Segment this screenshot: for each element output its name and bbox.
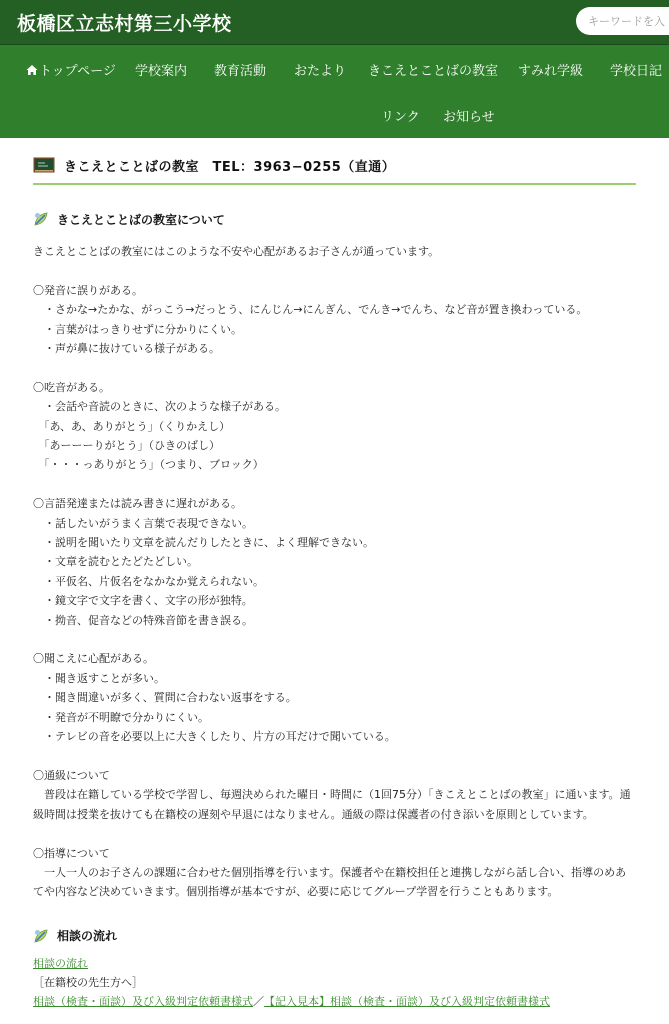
body-line: きこえとことばの教室にはこのような不安や心配があるお子さんが通っています。 <box>33 245 440 258</box>
nav-item-label: トップページ <box>39 64 116 79</box>
main-content <box>0 149 669 1011</box>
search-input[interactable] <box>576 7 669 35</box>
nav-item-links[interactable]: リンク <box>381 110 420 125</box>
body-line: ・聞き返すことが多い。 <box>33 671 165 685</box>
teacher-note: ［在籍校の先生方へ］ <box>33 975 143 989</box>
body-line: 〇指導について <box>33 846 110 860</box>
nav-item-speech-class[interactable]: きこえとことばの教室 <box>368 64 499 79</box>
body-paragraph: 普段は在籍している学校で学習し、毎週決められた曜日・時間に（1回75分）「きこえとことばの教室」に通います。通級時間は授業を抜けても在籍校の遅刻や早退にはなりません。通級の際は保護者の付き添いを原則としています。 <box>33 788 631 821</box>
body-line: ・発音が不明瞭で分かりにくい。 <box>33 710 209 724</box>
body-line: 〇言語発達または読み書きに遅れがある。 <box>33 497 242 511</box>
body-line <box>33 630 636 649</box>
body-line: 「あ、あ、ありがとう」（くりかえし） <box>33 419 231 433</box>
nav-item-sumire[interactable]: すみれ学級 <box>518 64 584 79</box>
section-heading-flow <box>33 926 636 946</box>
nav-item-newsletter[interactable]: おたより <box>294 64 347 79</box>
body-line: ・言葉がはっきりせずに分かりにくい。 <box>33 322 242 336</box>
section-title: 相談の流れ <box>57 929 118 944</box>
body-line: ・説明を聞いたり文章を読んだりしたときに、よく理解できない。 <box>33 536 374 550</box>
nav-item-about[interactable]: 学校案内 <box>135 64 188 79</box>
body-line <box>33 747 636 766</box>
body-line: ・鏡文字で文字を書く、文字の形が独特。 <box>33 594 253 608</box>
body-line: ・平仮名、片仮名をなかなか覚えられない。 <box>33 574 264 588</box>
body-line: 〇吃音がある。 <box>33 380 110 394</box>
body-line: 「・・・っありがとう」（つまり、ブロック） <box>33 458 264 472</box>
body-line: ・さかな→たかな、がっこう→だっとう、にんじん→にんぎん、でんき→でんち、など音が置き換わっている。 <box>33 303 588 317</box>
section-body <box>33 242 636 902</box>
page-heading <box>33 149 636 185</box>
body-line: ・拗音、促音などの特殊音節を書き誤る。 <box>33 613 253 627</box>
main-nav <box>0 45 669 138</box>
nav-item-education[interactable]: 教育活動 <box>214 64 267 79</box>
nav-item-diary[interactable]: 学校日記 <box>610 64 663 79</box>
body-line: ・文章を読むとたどたどしい。 <box>33 555 198 569</box>
body-line: ・声が鼻に抜けている様子がある。 <box>33 342 220 356</box>
link-separator: ／ <box>253 994 264 1008</box>
body-line: ・聞き間違いが多く、質問に合わない返事をする。 <box>33 691 297 705</box>
nav-item-news[interactable]: お知らせ <box>443 110 495 125</box>
body-line: ・話したいがうまく言葉で表現できない。 <box>33 516 253 530</box>
body-line: 〇発音に誤りがある。 <box>33 283 143 297</box>
body-line: 「あーーーりがとう」（ひきのばし） <box>33 439 220 453</box>
site-title[interactable]: 板橋区立志村第三小学校 <box>17 13 232 35</box>
body-line: ・会話や音読のときに、次のような様子がある。 <box>33 400 286 414</box>
body-paragraph: 一人一人のお子さんの課題に合わせた個別指導を行います。保護者や在籍校担任と連携しながら話し合い、指導のめあてや内容など決めていきます。個別指導が基本ですが、必要に応じてグループ学習を行うこともあります。 <box>33 865 627 899</box>
consult-links <box>33 954 636 1011</box>
home-icon <box>26 64 38 76</box>
sample-form-link[interactable]: 【記入見本】相談（検査・面談）及び入級判定依頼書様式 <box>264 994 550 1008</box>
site-header <box>0 0 669 45</box>
consult-flow-link[interactable]: 相談の流れ <box>33 956 88 970</box>
body-line <box>33 475 636 494</box>
leaf-icon <box>33 928 49 944</box>
body-line <box>33 358 636 377</box>
section-title: きこえとことばの教室について <box>57 212 225 227</box>
body-line: ・テレビの音を必要以上に大きくしたり、片方の耳だけで聞いている。 <box>33 730 396 744</box>
chalkboard-icon <box>33 157 55 173</box>
body-line <box>33 261 636 280</box>
body-line: 〇聞こえに心配がある。 <box>33 652 154 666</box>
body-line <box>33 824 636 843</box>
section-heading-about <box>33 209 636 229</box>
page-title: きこえとことばの教室 TEL：3963−0255（直通） <box>64 159 396 175</box>
nav-item-top[interactable] <box>26 58 116 86</box>
request-form-link[interactable]: 相談（検査・面談）及び入級判定依頼書様式 <box>33 994 253 1008</box>
leaf-icon <box>33 211 49 227</box>
body-line: 〇通級について <box>33 768 110 782</box>
